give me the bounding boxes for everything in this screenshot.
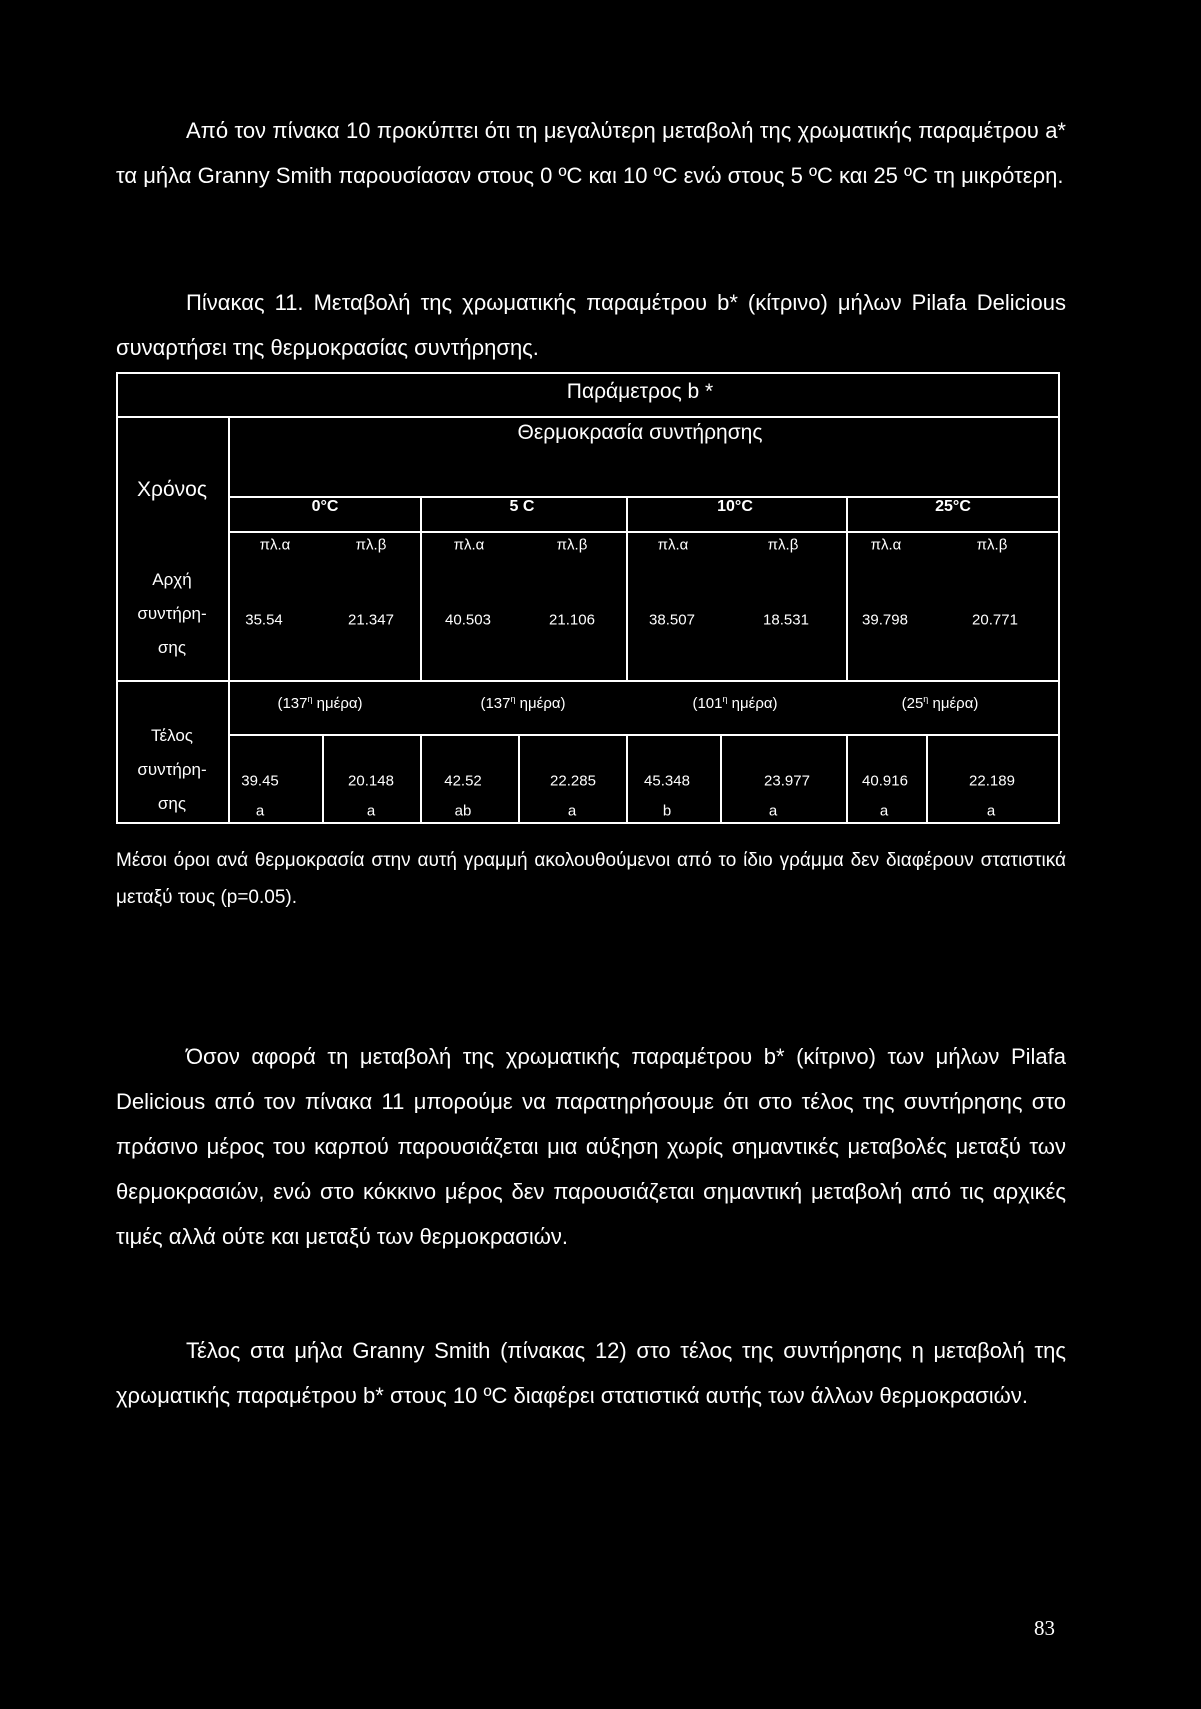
table-rule bbox=[228, 416, 230, 822]
side-header: πλ.α bbox=[657, 536, 689, 554]
start-value: 39.798 bbox=[862, 611, 908, 629]
end-value: 22.285 bbox=[550, 772, 596, 790]
temp-header: 25°C bbox=[935, 498, 971, 515]
table-rule bbox=[926, 734, 928, 822]
end-value: 40.916 bbox=[862, 772, 908, 790]
temp-header: 0°C bbox=[311, 498, 339, 515]
table-rule bbox=[420, 496, 422, 680]
paragraph-intro: Από τον πίνακα 10 προκύπτει ότι τη μεγαλύτερη μεταβολή της χρωματικής παραμέτρου a* τα μήλα Granny Smith παρουσίασαν στους 0 ºC και 10 ºC ενώ στους 5 ºC και 25 ºC τη μικρότερη. bbox=[116, 118, 1066, 188]
start-value: 20.771 bbox=[972, 611, 1018, 629]
table-rule bbox=[116, 680, 1060, 682]
table-note: Μέσοι όροι ανά θερμοκρασία στην αυτή γραμμή ακολουθούμενοι από το ίδιο γράμμα δεν διαφέρουν στατιστικά μεταξύ τους (p=0.05). bbox=[116, 850, 1066, 908]
significance-letter: ab bbox=[454, 802, 472, 820]
temp-header: 10°C bbox=[717, 498, 753, 515]
table-caption: Πίνακας 11. Μεταβολή της χρωματικής παραμέτρου b* (κίτρινο) μήλων Pilafa Delicious συναρτήσει της θερμοκρασίας συντήρησης. bbox=[116, 290, 1066, 360]
significance-letter: a bbox=[255, 802, 265, 820]
end-value: 20.148 bbox=[348, 772, 394, 790]
paragraph-discussion: Όσον αφορά τη μεταβολή της χρωματικής παραμέτρου b* (κίτρινο) των μήλων Pilafa Delicious από τον πίνακα 11 μπορούμε να παρατηρήσουμε ότι στο τέλος της συντήρησης στο πράσινο μέρος του καρπού παρουσιάζεται μια αύξηση χωρίς σημαντικές μεταβολές μεταξύ των θερμοκρασιών, ενώ στο κόκκινο μέρος δεν παρουσιάζεται σημαντική μεταβολή από τις αρχικές τιμές αλλά ούτε και μεταξύ των θερμοκρασιών. bbox=[116, 1044, 1066, 1249]
table-rule bbox=[1058, 372, 1060, 822]
start-value: 38.507 bbox=[649, 611, 695, 629]
table-subtitle: Θερμοκρασία συντήρησης bbox=[517, 421, 763, 444]
paragraph-conclusion: Τέλος στα μήλα Granny Smith (πίνακας 12) στο τέλος της συντήρησης η μεταβολή της χρωματικής παραμέτρου b* στους 10 ºC διαφέρει στατιστικά αυτής των άλλων θερμοκρασιών. bbox=[116, 1338, 1066, 1408]
end-value: 22.189 bbox=[969, 772, 1015, 790]
table-rule bbox=[518, 734, 520, 822]
table-rule bbox=[228, 734, 1060, 736]
table-rule bbox=[322, 734, 324, 822]
end-day: ($137^\eta$ ημέρα) bbox=[277, 694, 363, 712]
table-rule bbox=[626, 734, 628, 822]
end-value: 42.52 bbox=[444, 772, 482, 790]
side-header: πλ.β bbox=[976, 536, 1008, 554]
side-header: πλ.β bbox=[355, 536, 387, 554]
end-day: ($25^\eta$ ημέρα) bbox=[901, 694, 979, 712]
start-value: 40.503 bbox=[445, 611, 491, 629]
table-rule bbox=[228, 531, 1060, 533]
table-rule bbox=[846, 734, 848, 822]
start-value: 21.106 bbox=[549, 611, 595, 629]
table-title: Παράμετρος b * bbox=[566, 380, 714, 403]
row-label-end: Τέλος συντήρη- σης bbox=[137, 726, 207, 813]
end-day: ($137^\eta$ ημέρα) bbox=[480, 694, 566, 712]
table-rule bbox=[116, 416, 1060, 418]
page-number: 83 bbox=[1034, 1616, 1055, 1640]
significance-letter: b bbox=[662, 802, 672, 820]
end-value: 39.45 bbox=[241, 772, 279, 790]
table-rule bbox=[720, 734, 722, 822]
end-day: ($101^\eta$ ημέρα) bbox=[692, 694, 778, 712]
side-header: πλ.β bbox=[556, 536, 588, 554]
table-rule bbox=[116, 372, 1060, 374]
start-value: 35.54 bbox=[245, 611, 283, 629]
side-header: πλ.α bbox=[453, 536, 485, 554]
significance-letter: a bbox=[879, 802, 889, 820]
table-rule bbox=[626, 496, 628, 680]
temp-header: 5 C bbox=[509, 498, 535, 515]
side-header: πλ.β bbox=[767, 536, 799, 554]
end-value: 45.348 bbox=[644, 772, 690, 790]
table-rule bbox=[846, 496, 848, 680]
significance-letter: a bbox=[768, 802, 778, 820]
side-header: πλ.α bbox=[870, 536, 902, 554]
significance-letter: a bbox=[567, 802, 577, 820]
significance-letter: a bbox=[986, 802, 996, 820]
row-header-time: Χρόνος bbox=[137, 478, 207, 501]
significance-letter: a bbox=[366, 802, 376, 820]
row-label-start: Αρχή συντήρη- σης bbox=[137, 570, 207, 657]
table-rule bbox=[116, 372, 118, 822]
start-value: 18.531 bbox=[763, 611, 809, 629]
table-rule bbox=[420, 734, 422, 822]
start-value: 21.347 bbox=[348, 611, 394, 629]
end-value: 23.977 bbox=[764, 772, 810, 790]
side-header: πλ.α bbox=[259, 536, 291, 554]
table-rule bbox=[116, 822, 1060, 824]
